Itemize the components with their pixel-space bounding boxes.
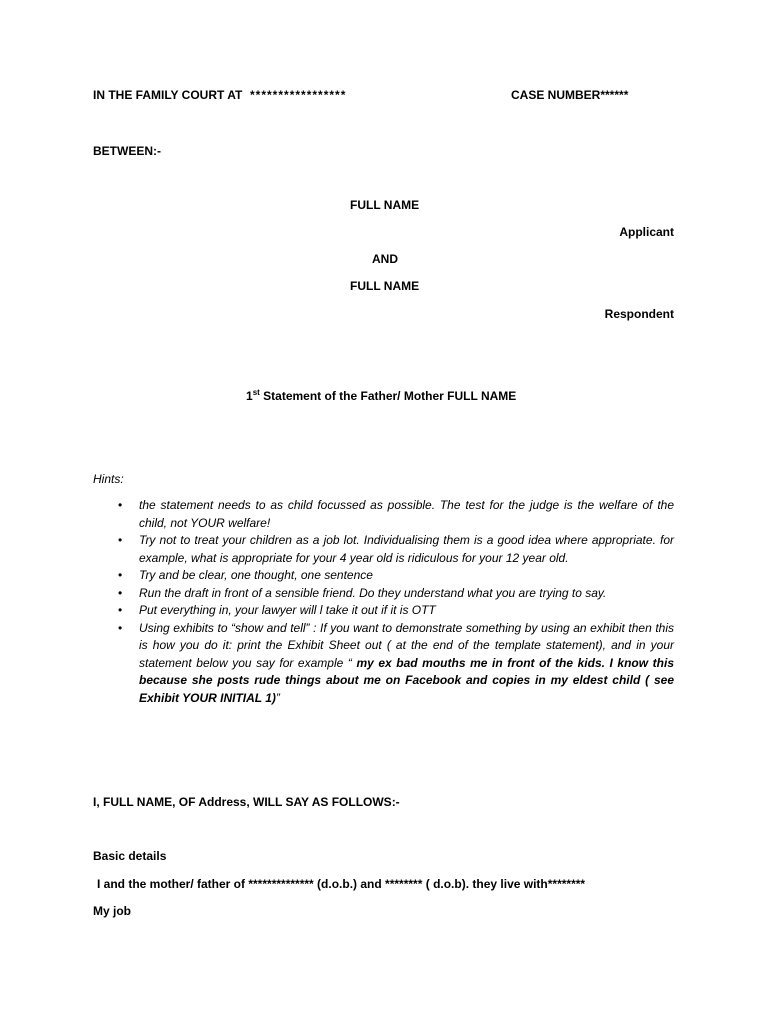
hint-item — [118, 620, 674, 708]
bullet-icon: • — [118, 498, 123, 512]
hint-exhibit-text: Using exhibits to “show and tell” : If you want to demonstrate something by using an exhibit then this is how you do it: print the Exhibit Sheet out ( at the end of the template statement), and in your statement below you say for example “ — [139, 620, 674, 670]
respondent-label: Respondent — [604, 307, 674, 321]
hint-item — [118, 532, 674, 567]
my-job-heading: My job — [93, 904, 131, 918]
hint-text: Try and be clear, one thought, one sentence — [139, 568, 373, 582]
hint-item — [118, 602, 674, 620]
hint-item — [118, 497, 674, 532]
hints-list — [118, 497, 674, 707]
hint-exhibit-closing-quote: ” — [275, 690, 280, 705]
declaration-line: I, FULL NAME, OF Address, WILL SAY AS FOLLOWS:- — [93, 795, 400, 809]
applicant-label: Applicant — [619, 225, 674, 239]
and-separator: AND — [372, 252, 398, 266]
hint-text: Run the draft in front of a sensible friend. Do they understand what you are trying to say. — [139, 585, 607, 600]
hints-label: Hints: — [93, 472, 124, 486]
statement-ordinal-suffix: st — [252, 388, 260, 397]
respondent-name: FULL NAME — [350, 279, 420, 293]
hint-text: the statement needs to as child focussed as possible. The test for the judge is the welfare of the child, not YOUR welfare! — [139, 498, 674, 530]
statement-title-text: Statement of the Father/ Mother FULL NAME — [263, 389, 517, 403]
bullet-icon: • — [118, 603, 123, 617]
hint-text: Put everything in, your lawyer will l take it out if it is OTT — [139, 603, 436, 617]
applicant-name: FULL NAME — [350, 198, 420, 212]
hint-item — [118, 567, 674, 585]
bullet-icon: • — [118, 620, 123, 635]
hint-item — [118, 585, 674, 603]
statement-ordinal-number: 1 — [246, 389, 253, 403]
case-number: CASE NUMBER****** — [511, 88, 629, 102]
bullet-icon: • — [118, 585, 123, 600]
bullet-icon: • — [118, 568, 123, 582]
basic-details-heading: Basic details — [93, 849, 167, 863]
statement-title — [246, 388, 516, 404]
children-details-line: I and the mother/ father of ************** (d.o.b.) and ******** ( d.o.b). they live with******** — [97, 877, 586, 891]
hint-exhibit-example: my ex bad mouths me in front of the kids. I know this because she posts rude things about me on Facebook and copies in my eldest child ( see Exhibit YOUR INITIAL 1) — [139, 655, 675, 705]
hint-text: Try not to treat your children as a job lot. Individualising them is a good idea where appropriate. for example, what is appropriate for your 4 year old is ridiculous for your 12 year old. — [139, 533, 674, 565]
between-heading: BETWEEN:- — [93, 144, 161, 158]
court-name: ***************** — [250, 88, 347, 102]
bullet-icon: • — [118, 533, 123, 547]
court-label: IN THE FAMILY COURT AT — [93, 88, 243, 102]
hint-text — [139, 621, 674, 705]
